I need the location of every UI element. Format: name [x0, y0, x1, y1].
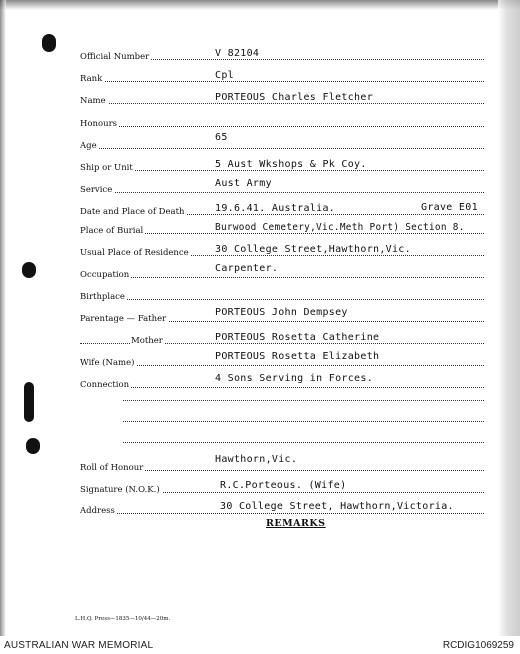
field-occupation: Occupation Carpenter.	[80, 264, 484, 280]
field-connection: Connection 4 Sons Serving in Forces.	[80, 374, 484, 390]
blank-line	[123, 400, 484, 401]
scan-edge-right	[498, 0, 520, 636]
field-value: Hawthorn,Vic.	[215, 454, 298, 465]
field-value: 30 College Street, Hawthorn,Victoria.	[220, 501, 454, 512]
scan-edge-left	[0, 0, 6, 636]
field-rank: Rank Cpl	[80, 68, 484, 84]
blank-line	[123, 421, 484, 422]
punch-hole-icon	[24, 382, 34, 422]
field-birthplace: Birthplace	[80, 286, 484, 302]
field-value: 30 College Street,Hawthorn,Vic.	[215, 244, 411, 255]
field-value: Carpenter.	[215, 263, 279, 274]
printer-note: L.H.Q. Press—1835—10/44—20m.	[75, 616, 171, 622]
field-wife-name: Wife (Name) PORTEOUS Rosetta Elizabeth	[80, 352, 484, 368]
field-date-place-death: Date and Place of Death 19.6.41. Australia. Grave E01	[80, 201, 484, 217]
field-age: Age 65	[80, 135, 484, 151]
field-value: PORTEOUS Charles Fletcher	[215, 92, 374, 103]
field-roll-of-honour: Roll of Honour Hawthorn,Vic.	[80, 457, 484, 473]
field-value: PORTEOUS Rosetta Catherine	[215, 332, 380, 343]
field-value: Cpl	[215, 70, 234, 81]
field-value: PORTEOUS Rosetta Elizabeth	[215, 351, 380, 362]
field-place-of-burial: Place of Burial Burwood Cemetery,Vic.Meth Port) Section 8.	[80, 220, 484, 236]
footer-institution: AUSTRALIAN WAR MEMORIAL	[4, 640, 154, 651]
archive-footer	[0, 636, 520, 654]
footer-record-id: RCDIG1069259	[442, 640, 514, 651]
field-mother: Mother PORTEOUS Rosetta Catherine	[80, 330, 484, 346]
field-value: Aust Army	[215, 178, 272, 189]
field-value: PORTEOUS John Dempsey	[215, 307, 348, 318]
grave-note: Grave E01	[421, 202, 478, 213]
scan-edge-top	[0, 0, 520, 10]
blank-line	[123, 442, 484, 443]
field-value: 65	[215, 132, 228, 143]
remarks-heading: REMARKS	[266, 518, 326, 529]
field-value: Burwood Cemetery,Vic.Meth Port) Section 8.	[215, 222, 465, 233]
field-value: V 82104	[215, 48, 260, 59]
field-official-number: Official Number V 82104	[80, 46, 484, 62]
field-value: R.C.Porteous. (Wife)	[220, 480, 347, 491]
field-value: 4 Sons Serving in Forces.	[215, 373, 374, 384]
punch-hole-icon	[26, 438, 40, 454]
field-honours: Honours	[80, 113, 484, 129]
field-name: Name PORTEOUS Charles Fletcher	[80, 90, 484, 106]
field-value: 19.6.41. Australia.	[215, 203, 336, 214]
punch-hole-icon	[42, 34, 56, 52]
field-service: Service Aust Army	[80, 179, 484, 195]
field-parentage-father: Parentage — Father PORTEOUS John Dempsey	[80, 308, 484, 324]
punch-hole-icon	[22, 262, 36, 278]
field-usual-residence: Usual Place of Residence 30 College Street,Hawthorn,Vic.	[80, 242, 484, 258]
field-signature-nok: Signature (N.O.K.) R.C.Porteous. (Wife)	[80, 479, 484, 495]
field-address: Address 30 College Street, Hawthorn,Victoria.	[80, 500, 484, 516]
field-ship-or-unit: Ship or Unit 5 Aust Wkshops & Pk Coy.	[80, 157, 484, 173]
field-value: 5 Aust Wkshops & Pk Coy.	[215, 159, 367, 170]
